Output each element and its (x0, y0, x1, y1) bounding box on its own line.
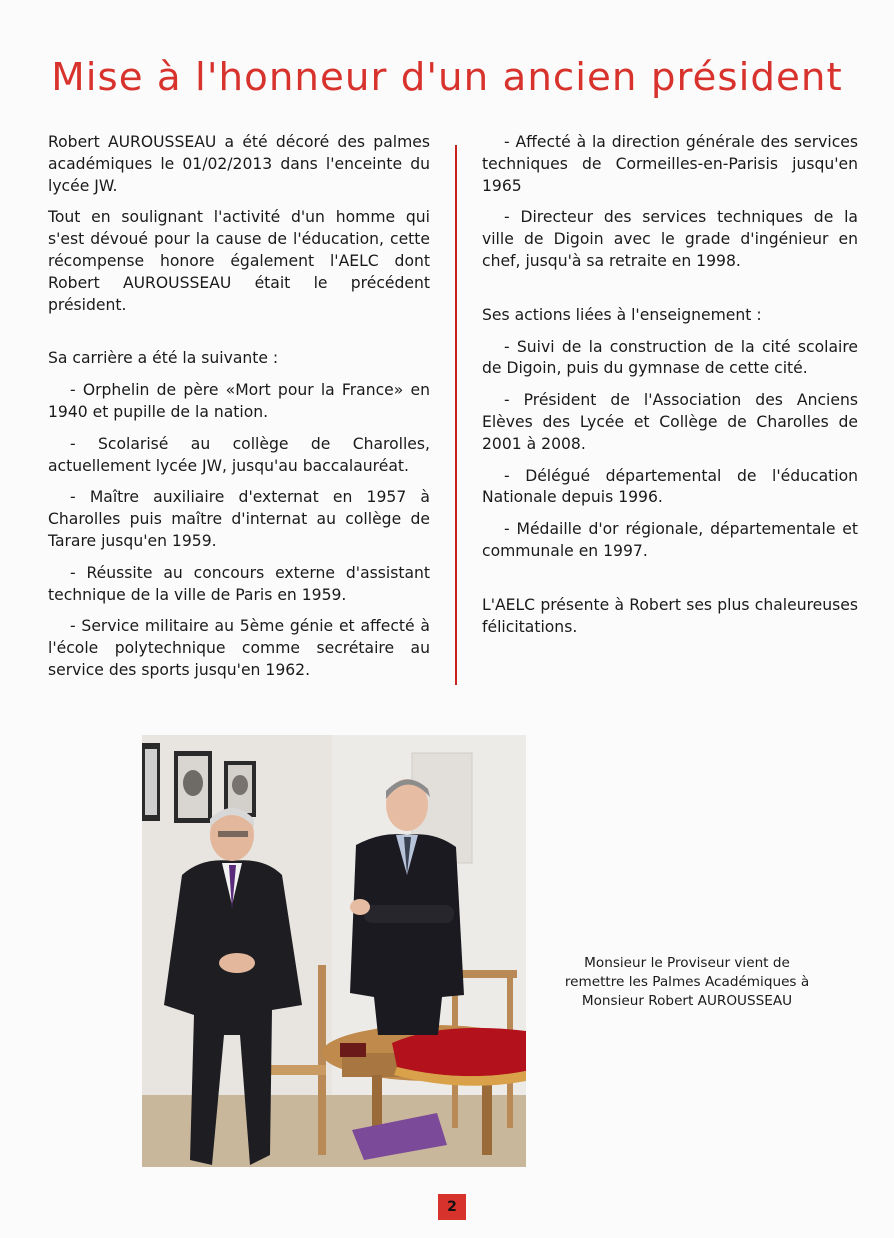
list-item: - Suivi de la construction de la cité scolaire de Digoin, puis du gymnase de cette cité. (482, 337, 858, 378)
closing-paragraph: L'AELC présente à Robert ses plus chaleureuses félicitations. (482, 595, 858, 636)
list-item: - Affecté à la direction générale des services techniques de Cormeilles-en-Parisis jusqu'en 1965 (482, 133, 858, 195)
list-item: - Service militaire au 5ème génie et affecté à l'école polytechnique comme secrétaire au service des sports jusqu'en 1962. (48, 617, 430, 679)
list-item: - Réussite au concours externe d'assistant technique de la ville de Paris en 1959. (48, 563, 430, 604)
career-heading: Sa carrière a été la suivante : (48, 349, 279, 368)
left-column (48, 132, 430, 692)
page-number: 2 (438, 1194, 466, 1220)
medal-cushion (392, 1028, 526, 1086)
list-item: - Maître auxiliaire d'externat en 1957 à Charolles puis maître d'internat au collège de Tarare jusqu'en 1959. (48, 488, 430, 550)
paragraph: Tout en soulignant l'activité d'un homme qui s'est dévoué pour la cause de l'éducation, cette récompense honore également l'AELC dont Robert AUROUSSEAU était le précédent président. (48, 208, 430, 314)
column-divider (455, 145, 457, 685)
actions-heading: Ses actions liées à l'enseignement : (482, 305, 762, 324)
paragraph: Robert AUROUSSEAU a été décoré des palmes académiques le 01/02/2013 dans l'enceinte du lycée JW. (48, 133, 430, 195)
ceremony-photo (142, 735, 526, 1167)
list-item: - Scolarisé au collège de Charolles, actuellement lycée JW, jusqu'au baccalauréat. (48, 434, 430, 475)
list-item: - Directeur des services techniques de la ville de Digoin avec le grade d'ingénieur en chef, jusqu'à sa retraite en 1998. (482, 208, 858, 270)
list-item: - Médaille d'or régionale, départementale et communale en 1997. (482, 520, 858, 560)
list-item: - Président de l'Association des Anciens Elèves des Lycée et Collège de Charolles de 2001 à 2008. (482, 391, 858, 453)
list-item: - Orphelin de père «Mort pour la France» en 1940 et pupille de la nation. (48, 381, 430, 421)
list-item: - Délégué départemental de l'éducation Nationale depuis 1996. (482, 466, 858, 507)
photo-caption: Monsieur le Proviseur vient de remettre les Palmes Académiques à Monsieur Robert AUROUSSEAU (564, 955, 810, 1009)
right-column (482, 132, 858, 648)
page-title: Mise à l'honneur d'un ancien président (51, 55, 843, 100)
